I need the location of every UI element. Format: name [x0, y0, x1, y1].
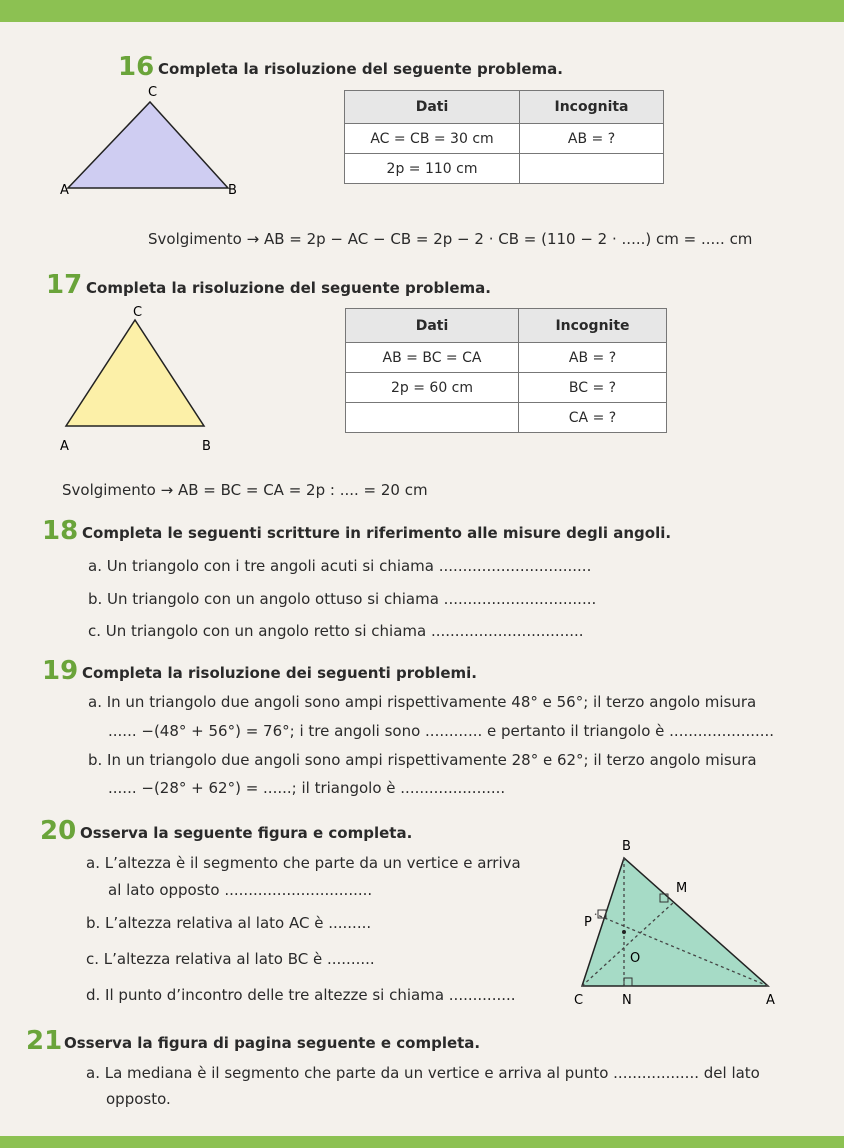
table-cell: AC = CB = 30 cm	[345, 124, 520, 154]
vertex-a-label: A	[60, 183, 69, 198]
item-18c: c. Un triangolo con un angolo retto si chiama ................................	[88, 622, 584, 640]
data-table-17	[345, 308, 667, 433]
exercise-20-heading: Osserva la seguente figura e completa.	[80, 824, 413, 842]
vertex-c-label: C	[574, 993, 584, 1008]
table-cell: AB = ?	[520, 124, 664, 154]
exercise-21-number: 21	[26, 1026, 63, 1056]
foot-p-label: P	[584, 915, 592, 930]
vertex-c-label: C	[133, 305, 143, 320]
item-19a-line2: ...... −(48° + 56°) = 76°; i tre angoli sono ............ e pertanto il triangolo è ......................	[108, 722, 775, 740]
item-18a: a. Un triangolo con i tre angoli acuti si chiama ................................	[88, 557, 592, 575]
triangle-16-figure	[60, 80, 260, 200]
top-color-band	[0, 0, 844, 22]
exercise-17-heading: Completa la risoluzione del seguente problema.	[86, 279, 491, 297]
item-20c: c. L’altezza relativa al lato BC è ..........	[86, 950, 375, 968]
vertex-a-label: A	[766, 993, 775, 1008]
item-20a-line2: al lato opposto ...............................	[108, 881, 373, 899]
data-table-16	[344, 90, 664, 184]
triangle-17-figure	[58, 302, 238, 462]
item-19b-line2: ...... −(28° + 62°) = ......; il triangolo è ......................	[108, 779, 506, 797]
vertex-b-label: B	[202, 439, 211, 454]
exercise-19-number: 19	[42, 656, 79, 686]
vertex-b-label: B	[622, 839, 631, 854]
foot-m-label: M	[676, 881, 688, 896]
exercise-18-number: 18	[42, 516, 79, 546]
bottom-color-band	[0, 1136, 844, 1148]
vertex-c-label: C	[148, 85, 158, 100]
right-triangle-shape	[582, 858, 768, 986]
exercise-20-number: 20	[40, 816, 77, 846]
equilateral-triangle-shape	[66, 320, 204, 426]
table-header-incognite: Incognite	[519, 309, 667, 343]
table-cell	[346, 403, 519, 433]
vertex-a-label: A	[60, 439, 69, 454]
exercise-17-number: 17	[46, 270, 83, 300]
table-header-dati: Dati	[346, 309, 519, 343]
item-20d: d. Il punto d’incontro delle tre altezze si chiama ..............	[86, 986, 516, 1004]
exercise-16-heading: Completa la risoluzione del seguente problema.	[158, 60, 563, 78]
point-o-label: O	[630, 951, 641, 966]
item-19b-line1: b. In un triangolo due angoli sono ampi rispettivamente 28° e 62°; il terzo angolo misura	[88, 751, 757, 769]
foot-n-label: N	[622, 993, 632, 1008]
table-cell	[520, 154, 664, 184]
table-cell: AB = BC = CA	[346, 343, 519, 373]
table-cell: 2p = 60 cm	[346, 373, 519, 403]
table-cell: 2p = 110 cm	[345, 154, 520, 184]
solution-16: Svolgimento → AB = 2p − AC − CB = 2p − 2 · CB = (110 − 2 · .....) cm = ..... cm	[148, 230, 753, 248]
item-20a-line1: a. L’altezza è il segmento che parte da un vertice e arriva	[86, 854, 521, 872]
exercise-16-number: 16	[118, 52, 155, 82]
item-18b: b. Un triangolo con un angolo ottuso si chiama ................................	[88, 590, 597, 608]
altitudes-triangle-figure	[560, 828, 800, 1018]
vertex-b-label: B	[228, 183, 237, 198]
table-header-incognita: Incognita	[520, 91, 664, 124]
item-19a-line1: a. In un triangolo due angoli sono ampi rispettivamente 48° e 56°; il terzo angolo misura	[88, 693, 757, 711]
table-cell: AB = ?	[519, 343, 667, 373]
table-header-dati: Dati	[345, 91, 520, 124]
exercise-21-heading: Osserva la figura di pagina seguente e completa.	[64, 1034, 481, 1052]
item-21a-line2: opposto.	[106, 1090, 171, 1108]
exercise-18-heading: Completa le seguenti scritture in riferimento alle misure degli angoli.	[82, 524, 672, 542]
item-20b: b. L’altezza relativa al lato AC è .........	[86, 914, 372, 932]
isosceles-triangle-shape	[68, 102, 228, 188]
exercise-19-heading: Completa la risoluzione dei seguenti problemi.	[82, 664, 477, 682]
orthocenter-dot	[622, 930, 626, 934]
table-cell: BC = ?	[519, 373, 667, 403]
item-21a-line1: a. La mediana è il segmento che parte da un vertice e arriva al punto .................. del lato	[86, 1064, 760, 1082]
table-cell: CA = ?	[519, 403, 667, 433]
solution-17: Svolgimento → AB = BC = CA = 2p : .... = 20 cm	[62, 481, 428, 499]
